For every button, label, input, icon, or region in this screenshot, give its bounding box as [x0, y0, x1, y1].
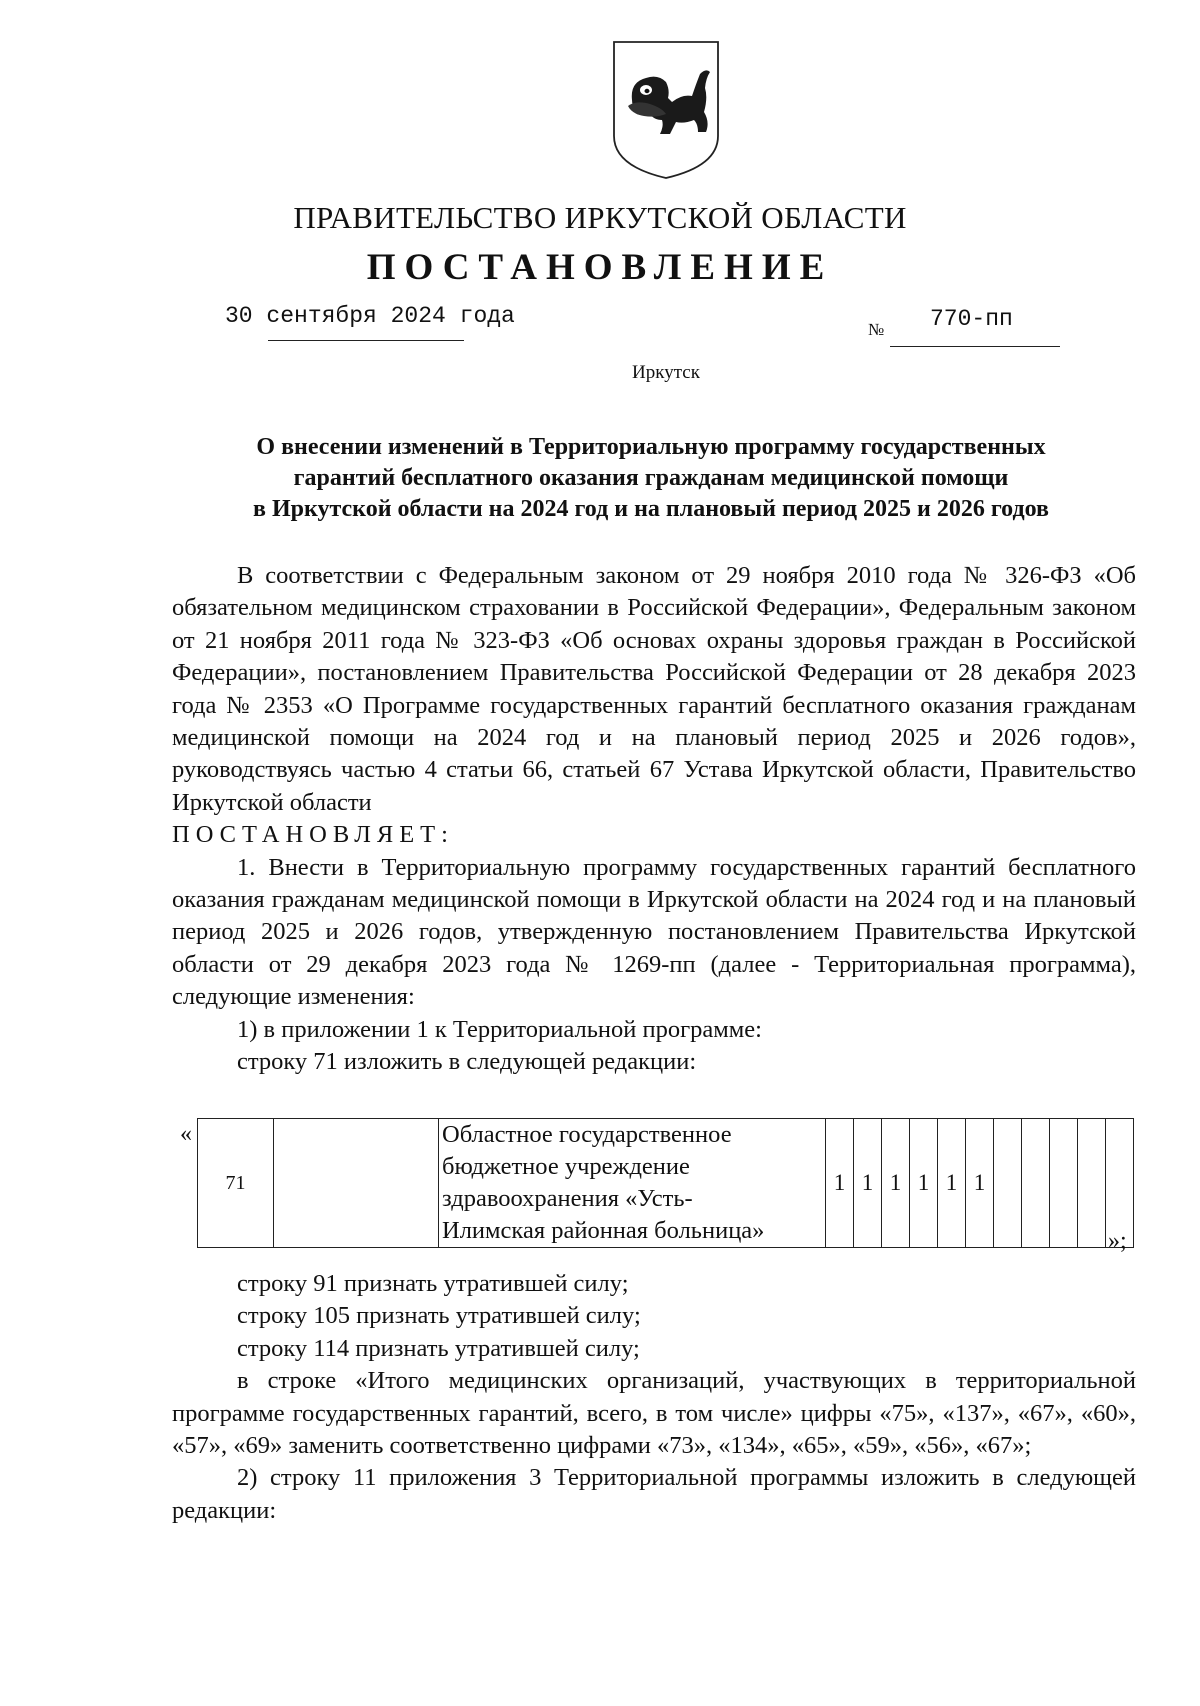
value-cell: 1: [854, 1119, 882, 1248]
value-cell: 1: [882, 1119, 910, 1248]
table-open-quote: «: [180, 1121, 192, 1147]
row71-intro: строку 71 изложить в следующей редакции:: [237, 1048, 697, 1076]
organization-line: Илимская районная больница»: [442, 1217, 765, 1244]
value-cell: 1: [966, 1119, 994, 1248]
body-part-1: [172, 560, 1136, 1079]
item-2-paragraph: 2) строку 11 приложения 3 Территориальной программы изложить в следующей редакции:: [172, 1464, 1136, 1524]
itogo-paragraph: в строке «Итого медицинских организаций, участвующих в территориальной программе государственных гарантий, всего, в том числе» цифры «75», «137», «67», «60», «57», «69» заменить соответственно цифрами «73», «134», «65», «59», «56», «67»;: [172, 1367, 1136, 1460]
item-1-paragraph: 1. Внести в Территориальную программу государственных гарантий бесплатного оказания гражданам медицинской помощи в Иркутской области на 2024 год и на плановый период 2025 и 2026 годов, утвержденную постановлением Правительства Иркутской области от 29 декабря 2023 года № 1269-пп (далее - Территориальная программа), следующие изменения:: [172, 853, 1136, 1011]
value-cell: [994, 1119, 1022, 1248]
table-close-quote: »;: [1108, 1228, 1127, 1254]
list-item: строку 114 признать утратившей силу;: [237, 1334, 640, 1362]
resolves-heading: ПОСТАНОВЛЯЕТ:: [172, 821, 454, 849]
table-row: [198, 1119, 1134, 1248]
number-underline: [890, 346, 1060, 347]
empty-cell: [274, 1119, 439, 1248]
number-label: №: [868, 320, 885, 339]
item-1-1-paragraph: 1) в приложении 1 к Территориальной программе:: [237, 1015, 762, 1043]
organization-cell: [439, 1119, 826, 1248]
coat-of-arms-icon: [610, 38, 722, 182]
preamble-paragraph: В соответствии с Федеральным законом от 29 ноября 2010 года № 326-ФЗ «Об обязательном медицинском страховании в Российской Федерации», Федеральным законом от 21 ноября 2011 года № 323-ФЗ «Об основах охраны здоровья граждан в Российской Федерации», постановлением Правительства Российской Федерации от 28 декабря 2023 года № 2353 «О Программе государственных гарантий бесплатного оказания гражданам медицинской помощи на 2024 год и на плановый период 2025 и 2026 годов», руководствуясь частью 4 статьи 66, статьей 67 Устава Иркутской области, Правительство Иркутской области: [172, 562, 1136, 816]
subject-line: в Иркутской области на 2024 год и на плановый период 2025 и 2026 годов: [252, 496, 1049, 522]
organization-line: Областное государственное: [442, 1121, 732, 1148]
value-cell: 1: [938, 1119, 966, 1248]
row-number-cell: 71: [198, 1119, 274, 1248]
value-cell: [1022, 1119, 1050, 1248]
row-71-table: [197, 1118, 1134, 1248]
value-cell: 1: [910, 1119, 938, 1248]
list-item: строку 105 признать утратившей силу;: [237, 1302, 641, 1330]
list-item: строку 91 признать утратившей силу;: [237, 1270, 629, 1297]
body-part-2: [172, 1268, 1136, 1527]
value-cell: 1: [826, 1119, 854, 1248]
subject-line: гарантий бесплатного оказания гражданам медицинской помощи: [293, 465, 1009, 491]
organization-line: здравоохранения «Усть-: [442, 1185, 693, 1212]
date-underline: [268, 340, 464, 341]
value-cell: [1078, 1119, 1106, 1248]
decree-subject: [170, 432, 1132, 525]
subject-line: О внесении изменений в Территориальную программу государственных: [256, 434, 1046, 460]
decree-number: 770-пп: [930, 306, 1013, 332]
decree-date: 30 сентября 2024 года: [225, 303, 515, 329]
decree-type: ПОСТАНОВЛЕНИЕ: [366, 247, 834, 288]
value-cell: [1050, 1119, 1078, 1248]
government-name: ПРАВИТЕЛЬСТВО ИРКУТСКОЙ ОБЛАСТИ: [293, 200, 907, 235]
city-name: Иркутск: [632, 362, 700, 383]
organization-line: бюджетное учреждение: [442, 1153, 690, 1180]
